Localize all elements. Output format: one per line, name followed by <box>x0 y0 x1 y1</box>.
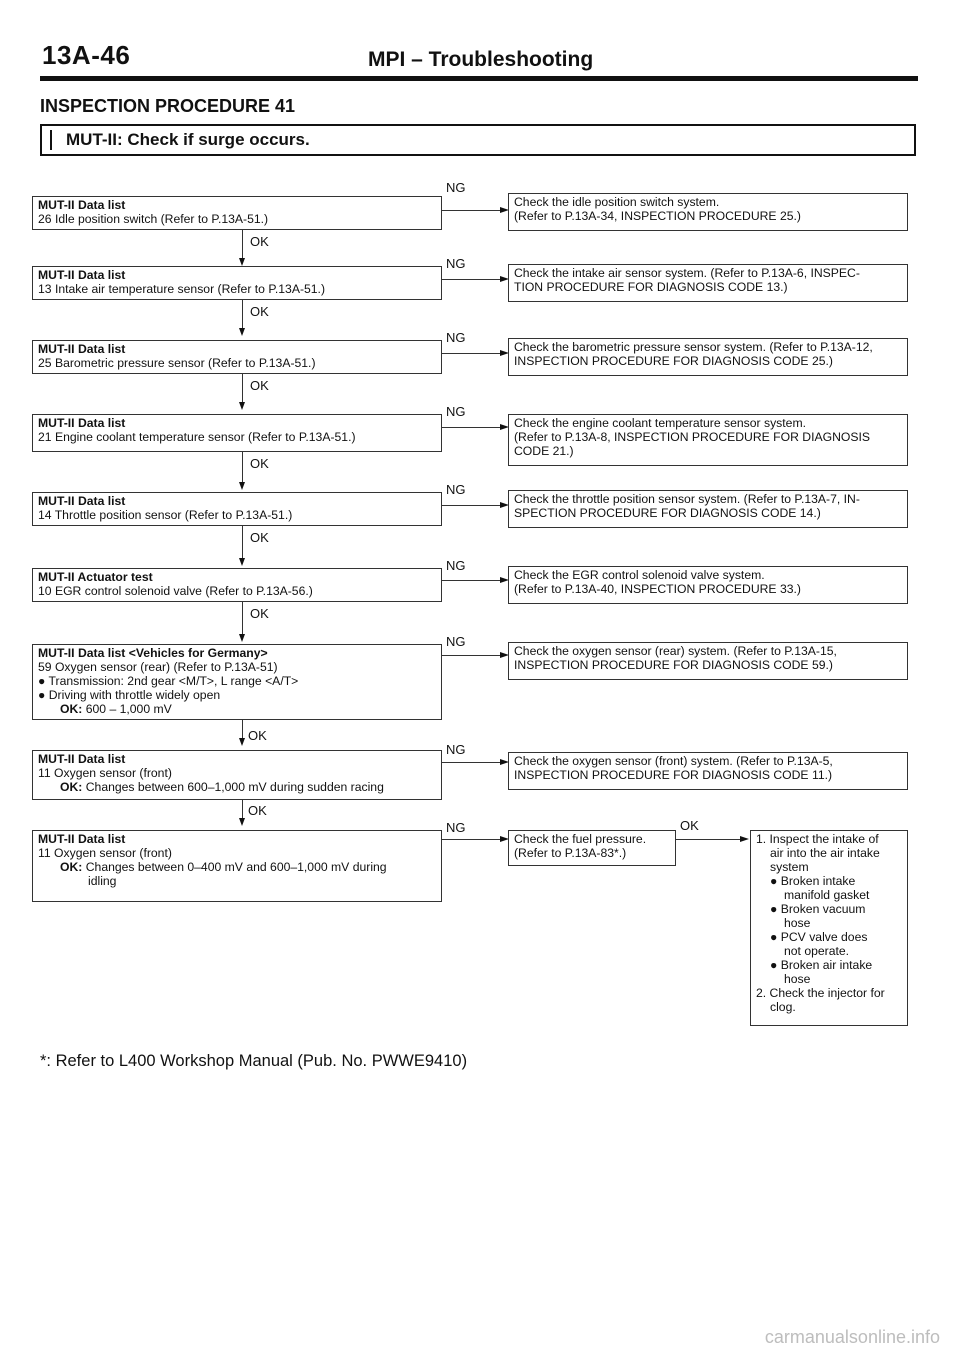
step-title: MUT-II Data list <box>38 416 126 430</box>
step-box-4 <box>32 414 442 452</box>
result-line: INSPECTION PROCEDURE FOR DIAGNOSIS CODE 25.) <box>514 354 833 368</box>
final-item-line: ● Broken vacuum <box>770 902 866 916</box>
ng-connector <box>442 353 506 354</box>
step-title: MUT-II Data list <box>38 342 126 356</box>
ng-connector <box>442 762 506 763</box>
header-rule <box>40 76 918 81</box>
result-line: Check the intake air sensor system. (Refer to P.13A-6, INSPEC- <box>514 266 860 280</box>
final-inspection-box <box>750 830 908 1026</box>
banner-bar <box>50 130 52 150</box>
ng-label: NG <box>446 256 466 271</box>
result-line: Check the EGR control solenoid valve system. <box>514 568 765 582</box>
ng-result-3 <box>508 338 908 376</box>
ok-label: OK <box>250 456 269 471</box>
ng-label: NG <box>446 742 466 757</box>
step-line: 13 Intake air temperature sensor (Refer to P.13A-51.) <box>38 282 326 296</box>
step-banner <box>40 124 916 156</box>
ok-arrow <box>239 558 245 566</box>
ok-criteria-value: 600 – 1,000 mV <box>85 702 172 716</box>
final-item-line: not operate. <box>784 944 850 958</box>
step-line: 25 Barometric pressure sensor (Refer to P.13A-51.) <box>38 356 316 370</box>
result-line: Check the idle position switch system. <box>514 195 720 209</box>
ok-arrow <box>239 258 245 266</box>
result-line: CODE 21.) <box>514 444 574 458</box>
ok-criteria-label: OK: <box>60 702 83 716</box>
ng-label: NG <box>446 634 466 649</box>
result-line: Check the oxygen sensor (rear) system. (Refer to P.13A-15, <box>514 644 837 658</box>
final-item-line: system <box>770 860 809 874</box>
result-line: Check the oxygen sensor (front) system. (Refer to P.13A-5, <box>514 754 833 768</box>
footnote: *: Refer to L400 Workshop Manual (Pub. No. PWWE9410) <box>40 1052 468 1070</box>
ok-arrow <box>239 818 245 826</box>
result-line: Check the engine coolant temperature sensor system. <box>514 416 806 430</box>
page-number: 13A-46 <box>42 40 131 70</box>
ok-criteria <box>38 702 436 716</box>
ok-connector <box>676 839 746 840</box>
step-box-6 <box>32 568 442 602</box>
result-line: INSPECTION PROCEDURE FOR DIAGNOSIS CODE 11.) <box>514 768 833 782</box>
step-box-8 <box>32 750 442 800</box>
step-line: ● Transmission: 2nd gear <M/T>, L range <A/T> <box>38 674 299 688</box>
step-line: 59 Oxygen sensor (rear) (Refer to P.13A-51) <box>38 660 278 674</box>
ok-criteria <box>38 860 436 874</box>
ok-label: OK <box>680 818 699 833</box>
ng-connector <box>442 210 506 211</box>
ng-result-4 <box>508 414 908 466</box>
step-title: MUT-II Data list <box>38 832 126 846</box>
fuel-pressure-box <box>508 830 676 866</box>
result-line: (Refer to P.13A-8, INSPECTION PROCEDURE FOR DIAGNOSIS <box>514 430 871 444</box>
step-box-1 <box>32 196 442 230</box>
ng-result-2 <box>508 264 908 302</box>
step-title: MUT-II Data list <box>38 268 126 282</box>
step-box-5 <box>32 492 442 526</box>
ok-connector <box>242 526 243 562</box>
ok-connector <box>242 800 243 820</box>
ok-label: OK <box>250 606 269 621</box>
final-item-line: manifold gasket <box>784 888 870 902</box>
ng-label: NG <box>446 482 466 497</box>
step-title: MUT-II Data list <Vehicles for Germany> <box>38 646 268 660</box>
step-box-7 <box>32 644 442 720</box>
ng-label: NG <box>446 330 466 345</box>
ng-label: NG <box>446 404 466 419</box>
ok-criteria-value: Changes between 600–1,000 mV during sudden racing <box>85 780 384 794</box>
final-item-line: 2. Check the injector for <box>756 986 885 1000</box>
step-line: 10 EGR control solenoid valve (Refer to P.13A-56.) <box>38 584 313 598</box>
ng-connector <box>442 427 506 428</box>
final-item-line: ● Broken intake <box>770 874 856 888</box>
ng-result-5 <box>508 490 908 528</box>
ok-arrow <box>239 634 245 642</box>
final-item-line: clog. <box>770 1000 796 1014</box>
step-line: 21 Engine coolant temperature sensor (Refer to P.13A-51.) <box>38 430 356 444</box>
ok-criteria-label: OK: <box>60 860 83 874</box>
ok-label: OK <box>248 803 267 818</box>
step-title: MUT-II Actuator test <box>38 570 153 584</box>
ok-label: OK <box>250 234 269 249</box>
step-title: MUT-II Data list <box>38 752 126 766</box>
final-item-line: 1. Inspect the intake of <box>756 832 879 846</box>
ok-label: OK <box>248 728 267 743</box>
watermark: carmanualsonline.info <box>764 1327 940 1347</box>
ng-connector <box>442 279 506 280</box>
step-line: 11 Oxygen sensor (front) <box>38 766 172 780</box>
ng-connector <box>442 839 506 840</box>
section-title: MPI – Troubleshooting <box>368 48 594 71</box>
final-item-line: hose <box>784 972 811 986</box>
ng-label: NG <box>446 558 466 573</box>
step-line: ● Driving with throttle widely open <box>38 688 221 702</box>
ng-label: NG <box>446 820 466 835</box>
final-item-line: hose <box>784 916 811 930</box>
ok-label: OK <box>250 378 269 393</box>
ng-connector <box>442 505 506 506</box>
step-line: 26 Idle position switch (Refer to P.13A-51.) <box>38 212 269 226</box>
ng-connector <box>442 655 506 656</box>
banner-label: MUT-II: Check if surge occurs. <box>66 130 310 149</box>
ok-label: OK <box>250 530 269 545</box>
final-item-line: ● Broken air intake <box>770 958 873 972</box>
result-line: (Refer to P.13A-40, INSPECTION PROCEDURE 33.) <box>514 582 801 596</box>
result-line: SPECTION PROCEDURE FOR DIAGNOSIS CODE 14.) <box>514 506 821 520</box>
step-box-2 <box>32 266 442 300</box>
result-line: Check the fuel pressure. <box>514 832 647 846</box>
result-line: (Refer to P.13A-83*.) <box>514 846 627 860</box>
final-item-line: air into the air intake <box>770 846 880 860</box>
ok-criteria-value: Changes between 0–400 mV and 600–1,000 mV during <box>85 860 387 874</box>
step-title: MUT-II Data list <box>38 198 126 212</box>
ok-criteria-label: OK: <box>60 780 83 794</box>
ng-result-8 <box>508 752 908 790</box>
result-line: TION PROCEDURE FOR DIAGNOSIS CODE 13.) <box>514 280 788 294</box>
ok-connector <box>242 452 243 486</box>
step-title: MUT-II Data list <box>38 494 126 508</box>
ok-connector <box>242 602 243 638</box>
ng-result-1 <box>508 193 908 231</box>
ok-arrow <box>239 738 245 746</box>
ok-label: OK <box>250 304 269 319</box>
ok-arrow <box>740 836 749 842</box>
ng-result-7 <box>508 642 908 680</box>
step-line: 14 Throttle position sensor (Refer to P.13A-51.) <box>38 508 293 522</box>
step-box-9 <box>32 830 442 902</box>
procedure-title: INSPECTION PROCEDURE 41 <box>40 96 296 116</box>
ok-criteria-cont: idling <box>88 874 117 888</box>
ok-arrow <box>239 482 245 490</box>
ok-connector <box>242 720 243 740</box>
final-item-line: ● PCV valve does <box>770 930 868 944</box>
step-line: 11 Oxygen sensor (front) <box>38 846 172 860</box>
ok-arrow <box>239 402 245 410</box>
result-line: Check the throttle position sensor system. (Refer to P.13A-7, IN- <box>514 492 860 506</box>
ok-criteria <box>38 780 436 794</box>
step-box-3 <box>32 340 442 374</box>
result-line: INSPECTION PROCEDURE FOR DIAGNOSIS CODE 59.) <box>514 658 833 672</box>
result-line: (Refer to P.13A-34, INSPECTION PROCEDURE 25.) <box>514 209 801 223</box>
ng-label: NG <box>446 180 466 195</box>
ng-connector <box>442 580 506 581</box>
result-line: Check the barometric pressure sensor system. (Refer to P.13A-12, <box>514 340 873 354</box>
ok-arrow <box>239 328 245 336</box>
ng-result-6 <box>508 566 908 604</box>
